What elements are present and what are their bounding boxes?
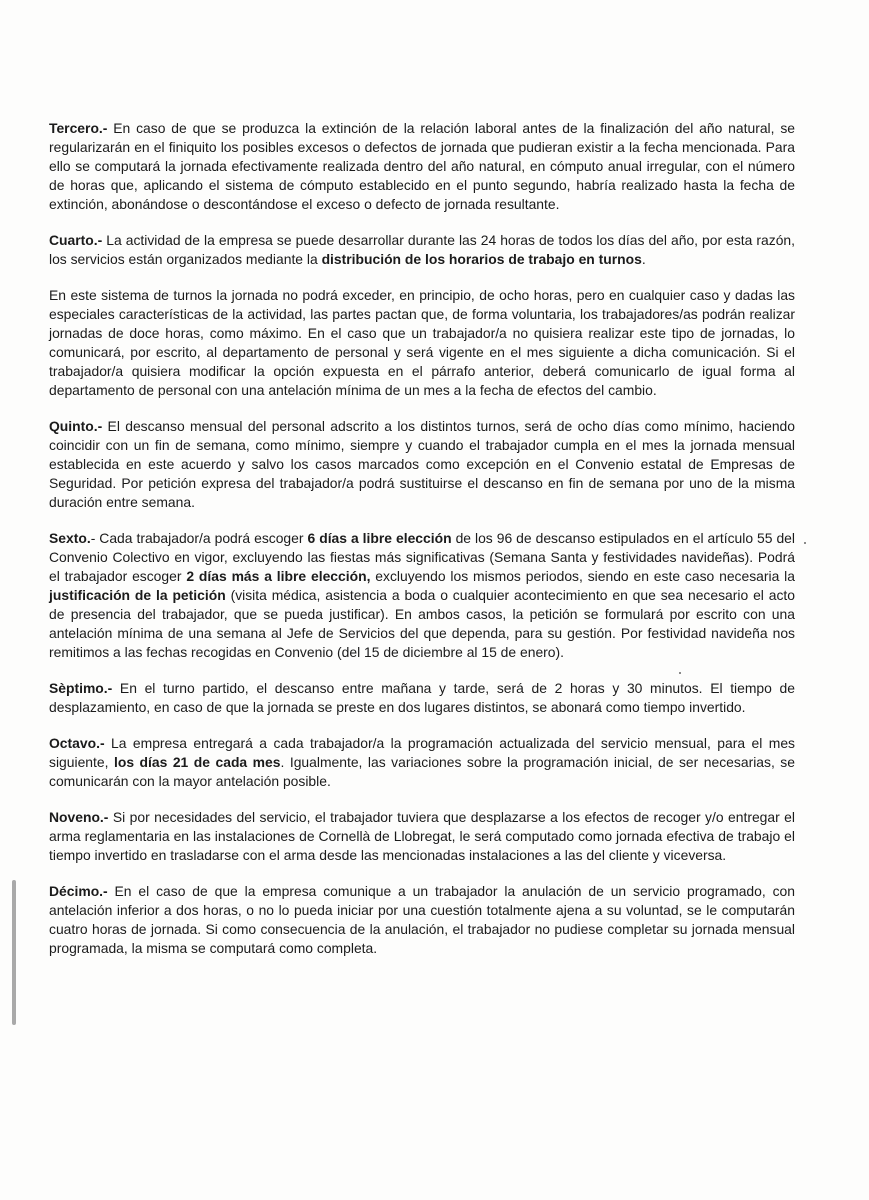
body-text: (visita médica, asistencia a boda o cualquier acontecimiento en que sea necesario el acto de presencia del trabajador, que se pueda justificar). En ambos casos, la petición se formulará por escrito con una antelación mínima de una semana al Jefe de Servicios del que dependa, para su gestión. Por festividad navideña nos remitimos a las fechas recogidas en Convenio (del 15 de diciembre al 15 de enero). (49, 587, 795, 660)
body-text: excluyendo los mismos periodos, siendo en este caso necesaria la (370, 568, 795, 584)
bold-text: justificación de la petición (49, 587, 226, 603)
bold-text: Quinto.- (49, 418, 103, 434)
paragraph-cuarto (49, 231, 795, 269)
body-text: . Igualmente, las variaciones sobre la programación inicial, de ser necesarias, se comunicarán con la mayor antelación posible. (49, 754, 795, 789)
bold-text: Octavo.- (49, 735, 105, 751)
document-body (49, 119, 795, 975)
bold-text: Cuarto.- (49, 232, 103, 248)
paragraph-turnos (49, 286, 795, 400)
body-text: En caso de que se produzca la extinción de la relación laboral antes de la finalización del año natural, se regularizarán en el finiquito los posibles excesos o defectos de jornada que pudieran existir a la fecha mencionada. Para ello se computará la jornada efectivamente realizada dentro del año natural, en cómputo anual irregular, con el número de horas que, aplicando el sistema de cómputo establecido en el punto segundo, habría realizado hasta la fecha de extinción, abonándose o descontándose el exceso o defecto de jornada resultante. (49, 120, 795, 212)
body-text: - Cada trabajador/a podrá escoger (90, 530, 308, 546)
bold-text: 2 días más a libre elección, (186, 568, 371, 584)
bold-text: Noveno.- (49, 809, 109, 825)
body-text: La empresa entregará a cada trabajador/a la programación actualizada del servicio mensual, para el mes siguiente, (49, 735, 795, 770)
paragraph-quinto (49, 417, 795, 512)
bold-text: los días 21 de cada mes (113, 754, 281, 770)
paragraph-septimo (49, 679, 795, 717)
body-text: En el caso de que la empresa comunique a un trabajador la anulación de un servicio programado, con antelación inferior a dos horas, o no lo pueda iniciar por una cuestión totalmente ajena a su voluntad, se le computarán cuatro horas de jornada. Si como consecuencia de la anulación, el trabajador no pudiese completar su jornada mensual programada, la misma se computará como completa. (49, 883, 795, 956)
scan-edge-mark (12, 880, 16, 1025)
bold-text: distribución de los horarios de trabajo en turnos (321, 251, 642, 267)
body-text: El descanso mensual del personal adscrito a los distintos turnos, será de ocho días como mínimo, haciendo coincidir con un fin de semana, como mínimo, siempre y cuando el trabajador cumpla en el mes la jornada mensual establecida en este acuerdo y salvo los casos marcados como excepción en el Convenio estatal de Empresas de Seguridad. Por petición expresa del trabajador/a podrá sustituirse el descanso en fin de semana por uno de la misma duración entre semana. (49, 418, 795, 510)
body-text: En el turno partido, el descanso entre mañana y tarde, será de 2 horas y 30 minutos. El tiempo de desplazamiento, en caso de que la jornada se preste en dos lugares distintos, se abonará como tiempo invertido. (49, 680, 795, 715)
bold-text: Tercero.- (49, 120, 108, 136)
bold-text: 6 días a libre elección (307, 530, 452, 546)
body-text: de los 96 de descanso estipulados en el artículo 55 del Convenio Colectivo en vigor, excluyendo las fiestas más significativas (Semana Santa y festividades navideñas). Podrá el trabajador escoger (49, 530, 795, 584)
body-text: . (641, 251, 646, 267)
paragraph-tercero (49, 119, 795, 214)
body-text: Si por necesidades del servicio, el trabajador tuviera que desplazarse a los efectos de recoger y/o entregar el arma reglamentaria en las instalaciones de Cornellà de Llobregat, le será computado como jornada efectiva de trabajo el tiempo invertido en trasladarse con el arma desde las mencionadas instalaciones a las del cliente y viceversa. (49, 809, 795, 863)
paragraph-octavo (49, 734, 795, 791)
bold-text: Décimo.- (49, 883, 108, 899)
bold-text: Sèptimo.- (49, 680, 113, 696)
scan-speck (804, 542, 806, 544)
body-text: La actividad de la empresa se puede desarrollar durante las 24 horas de todos los días del año, por esta razón, los servicios están organizados mediante la (49, 232, 795, 267)
paragraph-sexto (49, 529, 795, 662)
body-text: En este sistema de turnos la jornada no podrá exceder, en principio, de ocho horas, pero en cualquier caso y dadas las especiales características de la actividad, las partes pactan que, de forma voluntaria, los trabajadores/as podrán realizar jornadas de doce horas, como máximo. En el caso que un trabajador/a no quisiera realizar este tipo de jornadas, lo comunicará, por escrito, al departamento de personal y será vigente en el mes siguiente a dicha comunicación. Si el trabajador/a quisiera modificar la opción expuesta en el párrafo anterior, deberá comunicarlo de igual forma al departamento de personal con una antelación mínima de un mes a la fecha de efectos del cambio. (49, 287, 795, 398)
paragraph-noveno (49, 808, 795, 865)
bold-text: Sexto. (49, 530, 91, 546)
paragraph-decimo (49, 882, 795, 958)
